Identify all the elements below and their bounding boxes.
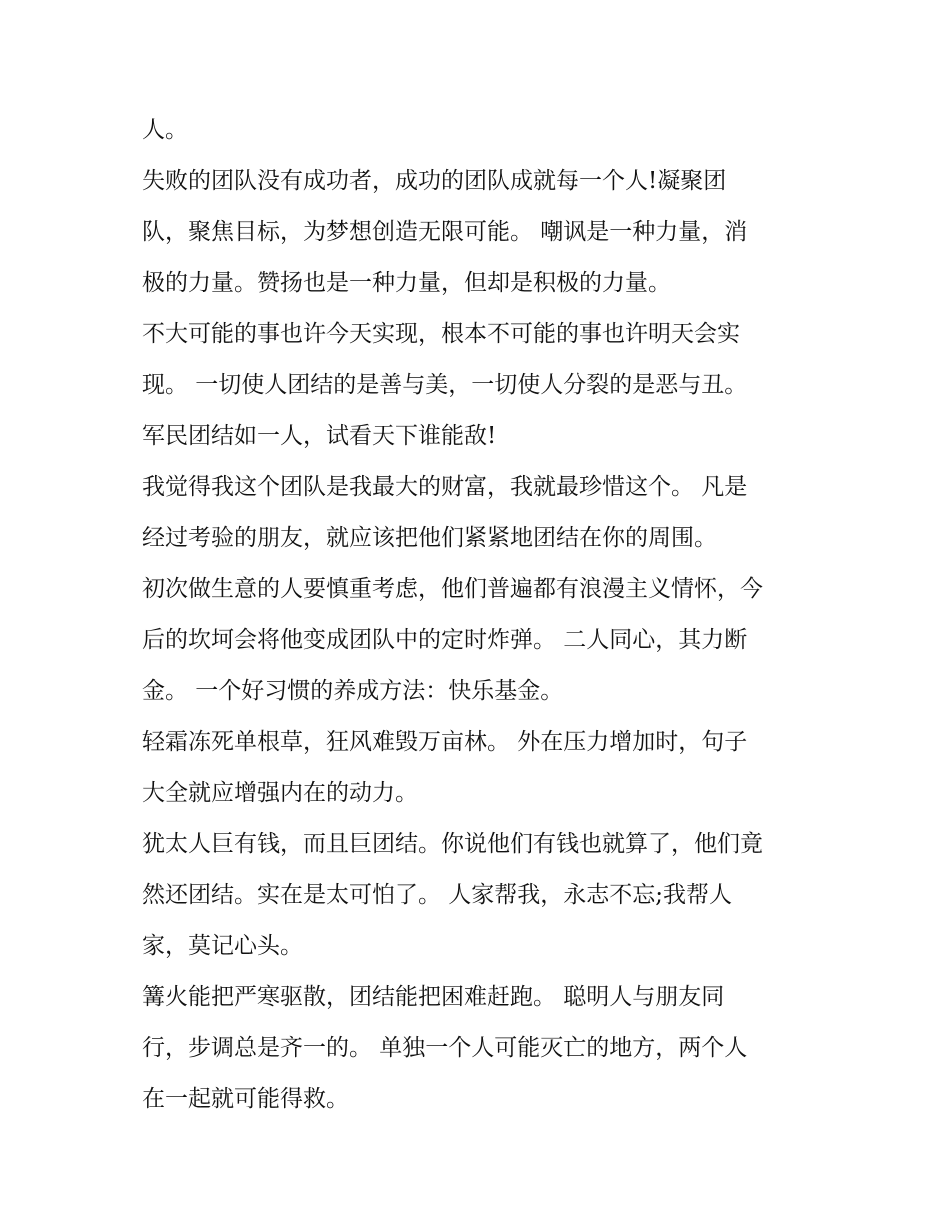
text-line: 初次做生意的人要慎重考虑，他们普遍都有浪漫主义情怀，今 xyxy=(142,576,763,602)
text-line: 金。 一个好习惯的养成方法：快乐基金。 xyxy=(142,678,564,704)
text-line: 我觉得我这个团队是我最大的财富，我就最珍惜这个。 凡是 xyxy=(142,474,748,500)
text-line: 在一起就可能得救。 xyxy=(142,1086,349,1112)
text-line: 大全就应增强内在的动力。 xyxy=(142,780,418,806)
text-line: 行，步调总是齐一的。 单独一个人可能灭亡的地方，两个人 xyxy=(142,1035,748,1061)
text-line: 极的力量。赞扬也是一种力量，但却是积极的力量。 xyxy=(142,270,671,296)
text-line: 篝火能把严寒驱散，团结能把困难赶跑。 聪明人与朋友同 xyxy=(142,984,725,1010)
text-line: 现。 一切使人团结的是善与美，一切使人分裂的是恶与丑。 xyxy=(142,372,748,398)
text-line: 队，聚焦目标，为梦想创造无限可能。 嘲讽是一种力量，消 xyxy=(142,219,748,245)
text-line: 家，莫记心头。 xyxy=(142,933,303,959)
text-line: 犹太人巨有钱，而且巨团结。你说他们有钱也就算了，他们竟 xyxy=(142,831,763,857)
text-line: 轻霜冻死单根草，狂风难毁万亩林。 外在压力增加时，句子 xyxy=(142,729,748,755)
text-line: 军民团结如一人，试看天下谁能敌! xyxy=(142,423,497,449)
text-line: 经过考验的朋友，就应该把他们紧紧地团结在你的周围。 xyxy=(142,525,717,551)
text-line: 不大可能的事也许今天实现，根本不可能的事也许明天会实 xyxy=(142,321,740,347)
text-line: 失败的团队没有成功者，成功的团队成就每一个人!凝聚团 xyxy=(142,168,727,194)
text-line: 后的坎坷会将他变成团队中的定时炸弹。 二人同心，其力断 xyxy=(142,627,748,653)
text-line: 人。 xyxy=(142,117,188,143)
body-text xyxy=(142,110,822,1130)
text-line: 然还团结。实在是太可怕了。 人家帮我，永志不忘;我帮人 xyxy=(142,882,733,908)
